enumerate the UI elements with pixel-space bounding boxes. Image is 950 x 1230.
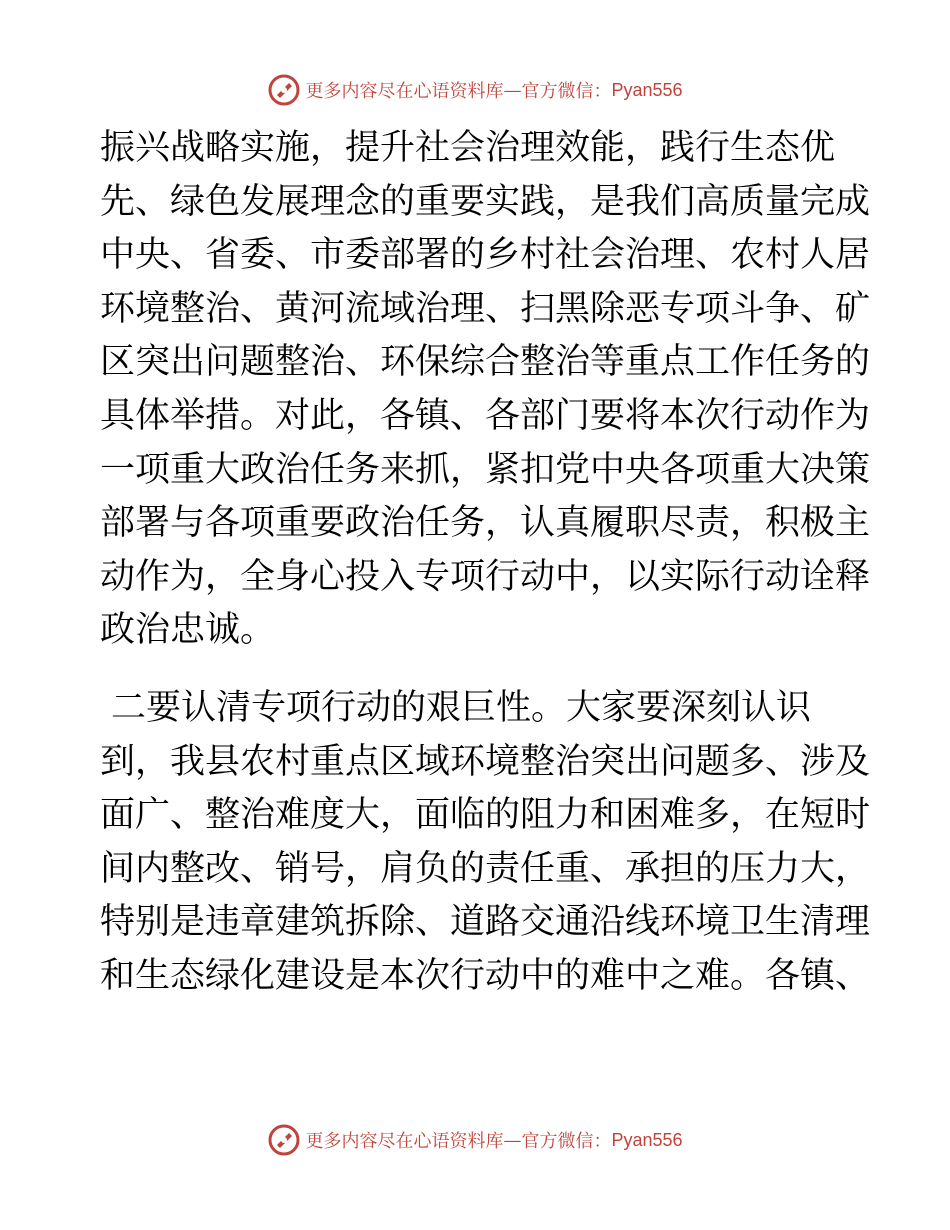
document-body	[100, 122, 871, 1004]
wechat-label: 官方微信：	[521, 1131, 612, 1152]
paragraph-2	[100, 682, 871, 1004]
wechat-id: Pyan556	[611, 1129, 683, 1150]
text-line: 政治忠诚。	[100, 610, 276, 651]
paragraph-gap	[100, 658, 860, 682]
banner-dash: —	[503, 1129, 522, 1151]
banner-text: 更多内容尽在心语资料库	[305, 81, 504, 102]
text-line: 区突出问题整治、环保综合整治等重点工作任务的	[100, 342, 871, 383]
text-line: 二要认清专项行动的艰巨性。大家要深刻认识	[111, 687, 812, 728]
text-line: 特别是违章建筑拆除、道路交通沿线环境卫生清理	[100, 902, 871, 943]
logo-icon	[267, 73, 301, 107]
text-line: 先、绿色发展理念的重要实践，是我们高质量完成	[100, 181, 871, 222]
logo-icon	[267, 1123, 301, 1157]
banner-text: 更多内容尽在心语资料库	[305, 1131, 504, 1152]
text-line: 中央、省委、市委部署的乡村社会治理、农村人居	[100, 235, 871, 276]
paragraph-1	[100, 122, 871, 658]
text-line: 环境整治、黄河流域治理、扫黑除恶专项斗争、矿	[100, 288, 871, 329]
text-line: 一项重大政治任务来抓，紧扣党中央各项重大决策	[100, 449, 871, 490]
banner-dash: —	[503, 79, 522, 101]
text-line: 振兴战略实施，提升社会治理效能，践行生态优	[100, 128, 836, 168]
text-line: 面广、整治难度大，面临的阻力和困难多，在短时	[100, 795, 871, 836]
header-banner	[0, 70, 950, 110]
wechat-label: 官方微信：	[521, 81, 612, 102]
text-line: 动作为，全身心投入专项行动中，以实际行动诠释	[100, 556, 871, 597]
text-line: 具体举措。对此，各镇、各部门要将本次行动作为	[100, 395, 871, 436]
text-line: 和生态绿化建设是本次行动中的难中之难。各镇、	[100, 955, 871, 996]
wechat-id: Pyan556	[611, 79, 683, 100]
footer-banner	[0, 1120, 950, 1160]
text-line: 间内整改、销号，肩负的责任重、承担的压力大，	[100, 848, 871, 889]
text-line: 到，我县农村重点区域环境整治突出问题多、涉及	[100, 741, 871, 782]
text-line: 部署与各项重要政治任务，认真履职尽责，积极主	[100, 503, 871, 544]
